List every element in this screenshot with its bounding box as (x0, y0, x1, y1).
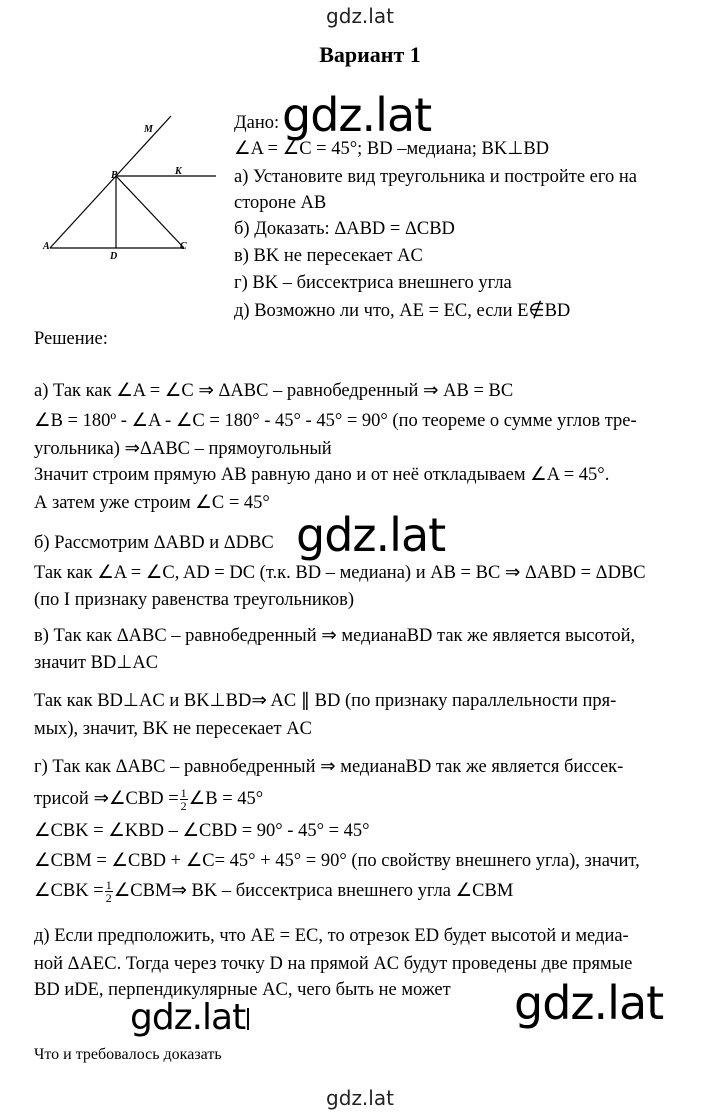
triangle-figure (38, 108, 218, 260)
solution-d-line: д) Если предположить, что AE = EC, то отрезок ED будет высотой и медиа- (34, 926, 629, 946)
watermark-big-2: gdz.lat (296, 508, 446, 562)
solution-heading: Решение: (34, 329, 108, 349)
solution-g-line (34, 787, 263, 812)
label-k: K (175, 166, 182, 177)
side-ab (50, 176, 116, 248)
solution-g-line: ∠CBK = ∠KBD – ∠CBD = 90° - 45° = 45° (34, 821, 370, 841)
label-c: C (180, 241, 187, 252)
solution-g-line: ∠CBM = ∠CBD + ∠C= 45° + 45° = 90° (по свойству внешнего угла), значит, (34, 851, 640, 871)
solution-g-text: ∠CBM⇒ BK – биссектриса внешнего угла ∠CBM (113, 880, 514, 901)
label-a: A (43, 241, 50, 252)
side-bc (116, 176, 184, 248)
watermark-big-1: gdz.lat (282, 88, 432, 142)
solution-d-line: BD иDE, перпендикулярные AC, чего быть не может (34, 980, 451, 1000)
given-line: д) Возможно ли что, AE = EC, если E∉BD (234, 301, 571, 321)
solution-a-line: ∠B = 180º - ∠A - ∠C = 180° - 45° - 45° = 90° (по теореме о сумме углов тре- (34, 411, 637, 431)
fraction-half: $\frac{1}{2}$ (180, 786, 187, 813)
solution-d-line: ной ΔAEC. Тогда через точку D на прямой AC будут проведены две прямые (34, 954, 633, 974)
label-m: M (144, 124, 153, 135)
solution-g-line: г) Так как ΔABC – равнобедренный ⇒ медианаBD так же является биссек- (34, 757, 624, 777)
given-line: г) BK – биссектриса внешнего угла (234, 273, 512, 293)
label-d: D (110, 251, 118, 260)
fraction-half: $\frac{1}{2}$ (105, 878, 112, 905)
watermark-big-4: gdz.lat (130, 1000, 249, 1036)
solution-v-line: значит BD⊥AC (34, 653, 159, 673)
solution-g-line (34, 879, 513, 904)
conclusion: Что и требовалось доказать (34, 1046, 222, 1063)
solution-b-line: Так как ∠A = ∠C, AD = DC (т.к. BD – медиана) и AB = BC ⇒ ΔABD = ΔDBC (34, 563, 646, 583)
solution-v-line: в) Так как ΔABC – равнобедренный ⇒ медианаBD так же является высотой, (34, 626, 636, 646)
page-title: Вариант 1 (319, 42, 421, 67)
text-cursor (247, 1008, 249, 1030)
given-heading: Дано: (234, 113, 280, 133)
solution-b-line: б) Рассмотрим ΔABD и ΔDBC (34, 533, 274, 553)
watermark-top: gdz.lat (326, 4, 394, 28)
label-b: B (111, 170, 118, 181)
given-line: ∠A = ∠C = 45°; BD –медиана; BK⊥BD (234, 139, 550, 159)
solution-v-line: Так как BD⊥AC и BK⊥BD⇒ AC ∥ BD (по признаку параллельности пря- (34, 691, 617, 711)
solution-a-line: Значит строим прямую AB равную дано и от неё откладываем ∠A = 45°. (34, 465, 610, 485)
given-line: а) Установите вид треугольника и постройте его на (234, 167, 637, 187)
given-line: стороне AB (234, 193, 327, 213)
solution-g-text: ∠B = 45° (188, 788, 264, 809)
solution-g-text: ∠CBK = (34, 880, 104, 901)
solution-a-line: угольника) ⇒ΔABC – прямоугольный (34, 439, 332, 459)
solution-a-line: А затем уже строим ∠C = 45° (34, 493, 270, 513)
solution-b-line: (по I признаку равенства треугольников) (34, 590, 354, 610)
watermark-bottom: gdz.lat (326, 1086, 394, 1110)
given-line: б) Доказать: ΔABD = ΔCBD (234, 219, 455, 239)
solution-v-line: мых), значит, BK не пересекает AC (34, 719, 312, 739)
solution-g-text: трисой ⇒∠CBD = (34, 788, 179, 809)
solution-a-line: а) Так как ∠A = ∠C ⇒ ΔABC – равнобедренный ⇒ AB = BC (34, 381, 514, 401)
watermark-big-3: gdz.lat (514, 976, 664, 1030)
given-line: в) BK не пересекает AC (234, 246, 423, 266)
